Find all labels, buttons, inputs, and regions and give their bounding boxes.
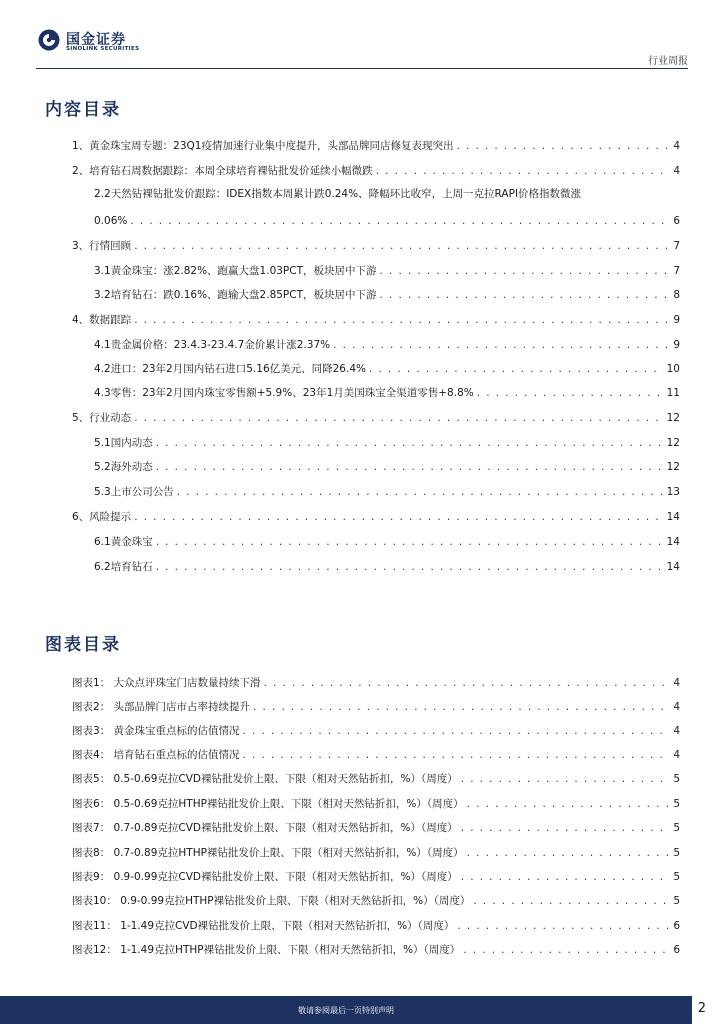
- toc-item-text: 2、培育钻石周数据跟踪：本周全球培育裸钻批发价延续小幅微跌: [72, 165, 373, 177]
- header-divider: [36, 68, 688, 69]
- figure-item[interactable]: [72, 748, 680, 762]
- toc-item-page: 11: [666, 387, 680, 399]
- toc-leader-dots: [134, 313, 670, 327]
- toc-leader-dots: [461, 870, 671, 884]
- figure-item[interactable]: [72, 943, 680, 957]
- figure-item-text: 图表2： 头部品牌门店市占率持续提升: [72, 701, 251, 713]
- figure-item-text: 图表11： 1-1.49克拉CVD裸钻批发价上限、下限（相对天然钻折扣，%）（周度）: [72, 920, 455, 932]
- toc-item-page: 4: [673, 140, 680, 152]
- figure-item[interactable]: [72, 724, 680, 738]
- toc-item-page: 4: [673, 165, 680, 177]
- toc-item[interactable]: [94, 338, 680, 352]
- figure-item-text: 图表10： 0.9-0.99克拉HTHP裸钻批发价上限、下限（相对天然钻折扣，%）（周度）: [72, 895, 471, 907]
- toc-item[interactable]: [72, 313, 680, 327]
- toc-leader-dots: [130, 214, 670, 228]
- toc-item-page: 7: [673, 240, 680, 252]
- toc-leader-dots: [461, 821, 671, 835]
- toc-item-text: 4.1贵金属价格：23.4.3-23.4.7金价累计涨2.37%: [94, 339, 331, 351]
- figure-item-page: 4: [673, 677, 680, 689]
- figure-item-page: 4: [673, 701, 680, 713]
- toc-item[interactable]: [72, 510, 680, 524]
- toc-item-text: 5、行业动态: [72, 412, 132, 424]
- toc-item[interactable]: [72, 139, 680, 153]
- toc-item-page: 6: [673, 215, 680, 227]
- toc-item[interactable]: [94, 288, 680, 302]
- toc-leader-dots: [156, 436, 664, 450]
- figure-item[interactable]: [72, 846, 680, 860]
- toc-item-text: 4、数据跟踪: [72, 314, 132, 326]
- toc-item-text-line2: 0.06%: [94, 215, 128, 227]
- toc-leader-dots: [134, 510, 663, 524]
- toc-item-text-line1[interactable]: 2.2天然钻裸钻批发价跟踪：IDEX指数本周累计跌0.24%、降幅环比收窄，上周一克拉RAPI价格指数微涨: [94, 188, 582, 200]
- figure-item-text: 图表4： 培育钻石重点标的估值情况: [72, 749, 240, 761]
- toc-item[interactable]: [94, 362, 680, 376]
- toc-item[interactable]: [94, 214, 680, 228]
- figure-item[interactable]: [72, 700, 680, 714]
- toc-item[interactable]: [94, 460, 680, 474]
- toc-leader-dots: [457, 919, 670, 933]
- figure-item-page: 6: [673, 920, 680, 932]
- figure-item[interactable]: [72, 894, 680, 908]
- figure-item-text: 图表12： 1-1.49克拉HTHP裸钻批发价上限、下限（相对天然钻折扣，%）（周度）: [72, 944, 461, 956]
- logo-text-en: SINOLINK SECURITIES: [66, 46, 140, 52]
- figure-item-text: 图表3： 黄金珠宝重点标的估值情况: [72, 725, 240, 737]
- figure-item-page: 5: [673, 798, 680, 810]
- toc-leader-dots: [461, 772, 671, 786]
- toc-item-page: 14: [666, 536, 680, 548]
- toc-item-page: 9: [673, 339, 680, 351]
- toc-item-text: 3.1黄金珠宝：涨2.82%、跑赢大盘1.03PCT，板块居中下游: [94, 265, 377, 277]
- toc-leader-dots: [380, 288, 671, 302]
- figures-title: 图表目录: [45, 635, 121, 655]
- toc-leader-dots: [457, 139, 671, 153]
- toc-item-text: 3.2培育钻石：跌0.16%、跑输大盘2.85PCT，板块居中下游: [94, 289, 377, 301]
- toc-item-page: 7: [673, 265, 680, 277]
- toc-item-page: 12: [666, 461, 680, 473]
- toc-item-text: 5.3上市公司公告: [94, 486, 174, 498]
- toc-item-text: 5.2海外动态: [94, 461, 153, 473]
- figure-item-text: 图表6： 0.5-0.69克拉HTHP裸钻批发价上限、下限（相对天然钻折扣，%）（周度）: [72, 798, 464, 810]
- toc-leader-dots: [473, 894, 670, 908]
- toc-item-text: 6、风险提示: [72, 511, 132, 523]
- toc-leader-dots: [463, 943, 670, 957]
- contents-title: 内容目录: [45, 100, 121, 120]
- toc-leader-dots: [134, 411, 663, 425]
- toc-leader-dots: [477, 386, 664, 400]
- figure-item-page: 5: [673, 847, 680, 859]
- toc-leader-dots: [156, 560, 664, 574]
- toc-leader-dots: [333, 338, 670, 352]
- toc-leader-dots: [264, 676, 671, 690]
- toc-leader-dots: [380, 264, 671, 278]
- toc-leader-dots: [177, 485, 664, 499]
- toc-item-page: 14: [666, 511, 680, 523]
- footer-disclaimer: 敬请参阅最后一页特别声明: [298, 1006, 394, 1015]
- company-logo: [38, 29, 148, 55]
- toc-item[interactable]: [72, 239, 680, 253]
- toc-item-text: 6.2培育钻石: [94, 561, 153, 573]
- figure-item-page: 5: [673, 773, 680, 785]
- toc-item-page: 13: [666, 486, 680, 498]
- figure-item-text: 图表8： 0.7-0.89克拉HTHP裸钻批发价上限、下限（相对天然钻折扣，%）（周度）: [72, 847, 464, 859]
- toc-item[interactable]: [94, 436, 680, 450]
- toc-item[interactable]: [94, 485, 680, 499]
- toc-leader-dots: [467, 846, 671, 860]
- toc-leader-dots: [369, 362, 664, 376]
- toc-leader-dots: [134, 239, 670, 253]
- toc-item[interactable]: [94, 560, 680, 574]
- toc-leader-dots: [156, 535, 664, 549]
- toc-item[interactable]: [94, 535, 680, 549]
- figure-item-page: 6: [673, 944, 680, 956]
- toc-leader-dots: [467, 797, 671, 811]
- figure-item-page: 5: [673, 822, 680, 834]
- toc-leader-dots: [243, 724, 671, 738]
- toc-item-text: 1、黄金珠宝周专题：23Q1疫情加速行业集中度提升，头部品牌同店修复表现突出: [72, 140, 454, 152]
- toc-leader-dots: [243, 748, 671, 762]
- logo-mark-icon: [38, 29, 60, 51]
- toc-item-text: 3、行情回顾: [72, 240, 132, 252]
- toc-item-page: 14: [666, 561, 680, 573]
- figure-item[interactable]: [72, 821, 680, 835]
- figure-item[interactable]: [72, 772, 680, 786]
- toc-item-page: 8: [673, 289, 680, 301]
- figure-item-page: 4: [673, 749, 680, 761]
- report-type-label: 行业周报: [648, 56, 688, 67]
- figure-item-text: 图表1： 大众点评珠宝门店数量持续下滑: [72, 677, 261, 689]
- toc-item-page: 12: [666, 437, 680, 449]
- figure-item-page: 5: [673, 871, 680, 883]
- toc-item-text: 4.2进口：23年2月国内钻石进口5.16亿美元、同降26.4%: [94, 363, 366, 375]
- toc-item[interactable]: [72, 164, 680, 178]
- figure-item[interactable]: [72, 919, 680, 933]
- figure-item-page: 4: [673, 725, 680, 737]
- figure-item[interactable]: [72, 676, 680, 690]
- figure-item[interactable]: [72, 870, 680, 884]
- figure-item-text: 图表9： 0.9-0.99克拉CVD裸钻批发价上限、下限（相对天然钻折扣，%）（周度）: [72, 871, 458, 883]
- figure-item[interactable]: [72, 797, 680, 811]
- toc-item-page: 9: [673, 314, 680, 326]
- toc-item-text: 6.1黄金珠宝: [94, 536, 153, 548]
- toc-item[interactable]: [72, 411, 680, 425]
- toc-item-page: 12: [666, 412, 680, 424]
- figure-item-text: 图表5： 0.5-0.69克拉CVD裸钻批发价上限、下限（相对天然钻折扣，%）（周度）: [72, 773, 458, 785]
- toc-leader-dots: [156, 460, 664, 474]
- logo-text-cn: 国金证券: [66, 32, 126, 48]
- toc-item[interactable]: [94, 386, 680, 400]
- toc-leader-dots: [376, 164, 671, 178]
- figure-item-page: 5: [673, 895, 680, 907]
- page-number: 2: [697, 1001, 706, 1016]
- toc-leader-dots: [253, 700, 670, 714]
- page-header: [0, 0, 724, 70]
- toc-item-page: 10: [666, 363, 680, 375]
- figure-item-text: 图表7： 0.7-0.89克拉CVD裸钻批发价上限、下限（相对天然钻折扣，%）（周度）: [72, 822, 458, 834]
- toc-item[interactable]: [94, 264, 680, 278]
- toc-item-text: 4.3零售：23年2月国内珠宝零售额+5.9%、23年1月美国珠宝全渠道零售+8.8%: [94, 387, 474, 399]
- toc-item-text: 5.1国内动态: [94, 437, 153, 449]
